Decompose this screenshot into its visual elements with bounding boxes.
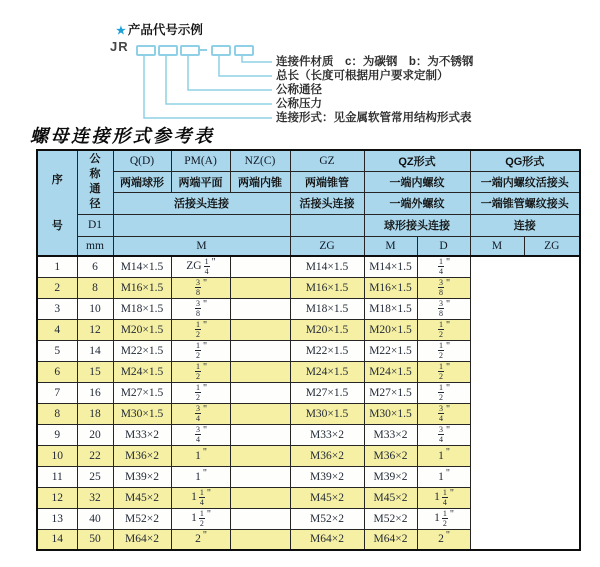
cell-qg-zg: $\frac{1}{2}$ " [417,340,470,361]
cell-gz-zg: $\frac{3}{8}$ " [171,298,230,319]
header-dn: 公称通径 [77,150,113,214]
cell-m: M18×1.5 [113,298,171,319]
cell-qg-m: M33×2 [364,424,417,445]
code-box-1 [136,45,156,56]
header-qg-m: M [470,236,524,256]
cell-m: M14×1.5 [113,256,171,277]
cell-qz-m [230,319,290,340]
cell-qz-m [230,403,290,424]
cell-qz-m [230,445,290,466]
cell-qg-zg: $\frac{3}{4}$ " [417,424,470,445]
table-row [37,445,580,466]
cell-dn: 50 [77,529,113,550]
cell-gz-zg: $\frac{1}{2}$ " [171,361,230,382]
table-row [37,466,580,487]
cell-qz-d: M22×1.5 [290,340,364,361]
code-prefix: JR [110,39,129,54]
cell-qg-m: M30×1.5 [364,403,417,424]
cell-dn: 40 [77,508,113,529]
header-gz: GZ [290,150,364,171]
cell-qg-zg: 1 " [417,445,470,466]
cell-no: 12 [37,487,77,508]
header-row-3 [37,192,580,214]
cell-qz-m [230,424,290,445]
cell-no: 4 [37,319,77,340]
cell-m: M39×2 [113,466,171,487]
cell-dn: 6 [77,256,113,277]
cell-qz-d: M33×2 [290,424,364,445]
header-nz: NZ(C) [230,150,290,171]
code-box-4 [211,45,231,56]
table-row [37,298,580,319]
cell-qg-zg: 1 " [417,466,470,487]
cell-qz-d: M14×1.5 [290,256,364,277]
cell-no: 1 [37,256,77,277]
cell-qz-m [230,508,290,529]
table-row [37,340,580,361]
cell-qg-m: M45×2 [364,487,417,508]
cell-dn: 20 [77,424,113,445]
header-qz-sub2: 一端外螺纹 [364,192,470,214]
cell-qz-m [230,529,290,550]
header-qz: QZ形式 [364,150,470,171]
star-icon: ★ [116,25,126,37]
connector-line [144,54,272,118]
cell-no: 7 [37,382,77,403]
header-qg-sub1: 一端内螺纹活接头 [470,171,580,192]
cell-no: 5 [37,340,77,361]
connector-line [219,54,272,76]
cell-m: M16×1.5 [113,277,171,298]
label-material: 连接件材质 c：为碳钢 b：为不锈钢 [276,56,474,68]
cell-qg-m: M14×1.5 [364,256,417,277]
header-seq: 序号 [37,150,77,256]
cell-qg-zg: 1 $\frac{1}{4}$ " [417,487,470,508]
cell-qz-m [230,361,290,382]
cell-gz-zg: 2 " [171,529,230,550]
cell-gz-zg: $\frac{3}{8}$ " [171,277,230,298]
header-mm: mm [77,236,113,256]
cell-qg-m: M20×1.5 [364,319,417,340]
label-connection-form: 连接形式：见金属软管常用结构形式表 [276,112,472,124]
cell-qz-d: M16×1.5 [290,277,364,298]
cell-m: M22×1.5 [113,340,171,361]
header-qz-d: D [417,236,470,256]
header-qg: QG形式 [470,150,580,171]
table-row [37,277,580,298]
cell-gz-zg: $\frac{1}{2}$ " [171,319,230,340]
cell-dn: 10 [77,298,113,319]
cell-qz-m [230,382,290,403]
cell-qg-zg: $\frac{1}{2}$ " [417,361,470,382]
label-nominal-pressure: 公称压力 [276,98,322,110]
table-title: 螺母连接形式参考表 [30,126,215,147]
cell-qz-m [230,298,290,319]
cell-dn: 14 [77,340,113,361]
header-row-5 [37,236,580,256]
cell-qz-d: M39×2 [290,466,364,487]
cell-gz-zg: $\frac{1}{2}$ " [171,340,230,361]
cell-no: 8 [37,403,77,424]
cell-qz-d: M45×2 [290,487,364,508]
header-row-1 [37,150,580,171]
cell-dn: 8 [77,277,113,298]
cell-qz-d: M18×1.5 [290,298,364,319]
table-row [37,382,580,403]
cell-qz-m [230,340,290,361]
cell-gz-zg: 1 " [171,466,230,487]
cell-m: M24×1.5 [113,361,171,382]
cell-dn: 22 [77,445,113,466]
header-qg-sub3: 连接 [470,214,580,236]
cell-qg-m: M64×2 [364,529,417,550]
cell-qz-d: M20×1.5 [290,319,364,340]
cell-no: 11 [37,466,77,487]
cell-m: M45×2 [113,487,171,508]
cell-qg-m: M18×1.5 [364,298,417,319]
diagram-title-text: 产品代号示例 [127,23,203,37]
cell-qg-zg: $\frac{1}{4}$ " [417,256,470,277]
table-body [37,256,580,550]
header-live-joint: 活接头连接 [113,192,290,214]
table-row [37,403,580,424]
cell-m: M27×1.5 [113,382,171,403]
cell-no: 3 [37,298,77,319]
table-row [37,424,580,445]
cell-qg-zg: $\frac{3}{8}$ " [417,298,470,319]
cell-qg-m: M16×1.5 [364,277,417,298]
header-empty-gz [290,214,364,236]
code-box-2 [158,45,178,56]
cell-qz-d: M27×1.5 [290,382,364,403]
cell-m: M52×2 [113,508,171,529]
cell-qg-m: M39×2 [364,466,417,487]
table-row [37,487,580,508]
header-nz-sub: 两端内锥 [230,171,290,192]
cell-no: 14 [37,529,77,550]
header-m-span: M [113,236,290,256]
cell-qg-m: M27×1.5 [364,382,417,403]
header-pm-sub: 两端平面 [171,171,230,192]
cell-no: 13 [37,508,77,529]
table-header [37,150,580,256]
cell-m: M33×2 [113,424,171,445]
cell-dn: 18 [77,403,113,424]
cell-qg-m: M36×2 [364,445,417,466]
cell-qz-d: M30×1.5 [290,403,364,424]
cell-gz-zg: 1 $\frac{1}{2}$ " [171,508,230,529]
code-box-3 [180,45,200,56]
connector-line [188,54,272,90]
cell-gz-zg: $\frac{3}{4}$ " [171,403,230,424]
cell-qg-zg: 2 " [417,529,470,550]
header-qz-m: M [364,236,417,256]
product-code-diagram [0,0,600,130]
header-row-2 [37,171,580,192]
cell-gz-zg: ZG $\frac{1}{4}$ " [171,256,230,277]
nut-connection-table [36,149,581,551]
header-empty-span [113,214,290,236]
cell-qz-m [230,487,290,508]
cell-dn: 15 [77,361,113,382]
table-row [37,508,580,529]
cell-m: M64×2 [113,529,171,550]
cell-qg-zg: $\frac{3}{4}$ " [417,403,470,424]
cell-qg-m: M52×2 [364,508,417,529]
cell-qg-zg: $\frac{1}{2}$ " [417,382,470,403]
cell-gz-zg: $\frac{3}{4}$ " [171,424,230,445]
header-q-sub: 两端球形 [113,171,171,192]
cell-gz-zg: 1 $\frac{1}{4}$ " [171,487,230,508]
cell-no: 10 [37,445,77,466]
header-q: Q(D) [113,150,171,171]
cell-dn: 16 [77,382,113,403]
cell-qz-d: M64×2 [290,529,364,550]
cell-m: M30×1.5 [113,403,171,424]
code-box-5 [234,45,254,56]
cell-qz-d: M52×2 [290,508,364,529]
cell-qg-zg: $\frac{1}{2}$ " [417,319,470,340]
cell-dn: 25 [77,466,113,487]
cell-no: 2 [37,277,77,298]
cell-qz-d: M36×2 [290,445,364,466]
cell-dn: 32 [77,487,113,508]
table-row [37,319,580,340]
cell-gz-zg: 1 " [171,445,230,466]
cell-no: 9 [37,424,77,445]
cell-gz-zg: $\frac{1}{2}$ " [171,382,230,403]
cell-qz-m [230,466,290,487]
cell-dn: 12 [77,319,113,340]
header-qg-sub2: 一端锥管螺纹接头 [470,192,580,214]
cell-qg-zg: 1 $\frac{1}{2}$ " [417,508,470,529]
header-live-joint-gz: 活接头连接 [290,192,364,214]
table-row [37,361,580,382]
cell-qz-m [230,277,290,298]
header-gz-zg: ZG [290,236,364,256]
label-nominal-diameter: 公称通径 [276,84,322,96]
header-gz-sub: 两端锥管 [290,171,364,192]
code-dash [199,49,207,51]
cell-m: M36×2 [113,445,171,466]
header-qz-sub1: 一端内螺纹 [364,171,470,192]
cell-no: 6 [37,361,77,382]
table-row [37,256,580,277]
cell-qg-zg: $\frac{3}{8}$ " [417,277,470,298]
header-qz-sub3: 球形接头连接 [364,214,470,236]
header-row-4 [37,214,580,236]
cell-m: M20×1.5 [113,319,171,340]
header-pm: PM(A) [171,150,230,171]
cell-qz-m [230,256,290,277]
header-d1: D1 [77,214,113,236]
label-total-length: 总长（长度可根据用户要求定制） [276,70,449,82]
cell-qg-m: M24×1.5 [364,361,417,382]
table-row [37,529,580,550]
header-qg-zg: ZG [524,236,580,256]
cell-qz-d: M24×1.5 [290,361,364,382]
diagram-title [116,20,203,38]
cell-qg-m: M22×1.5 [364,340,417,361]
